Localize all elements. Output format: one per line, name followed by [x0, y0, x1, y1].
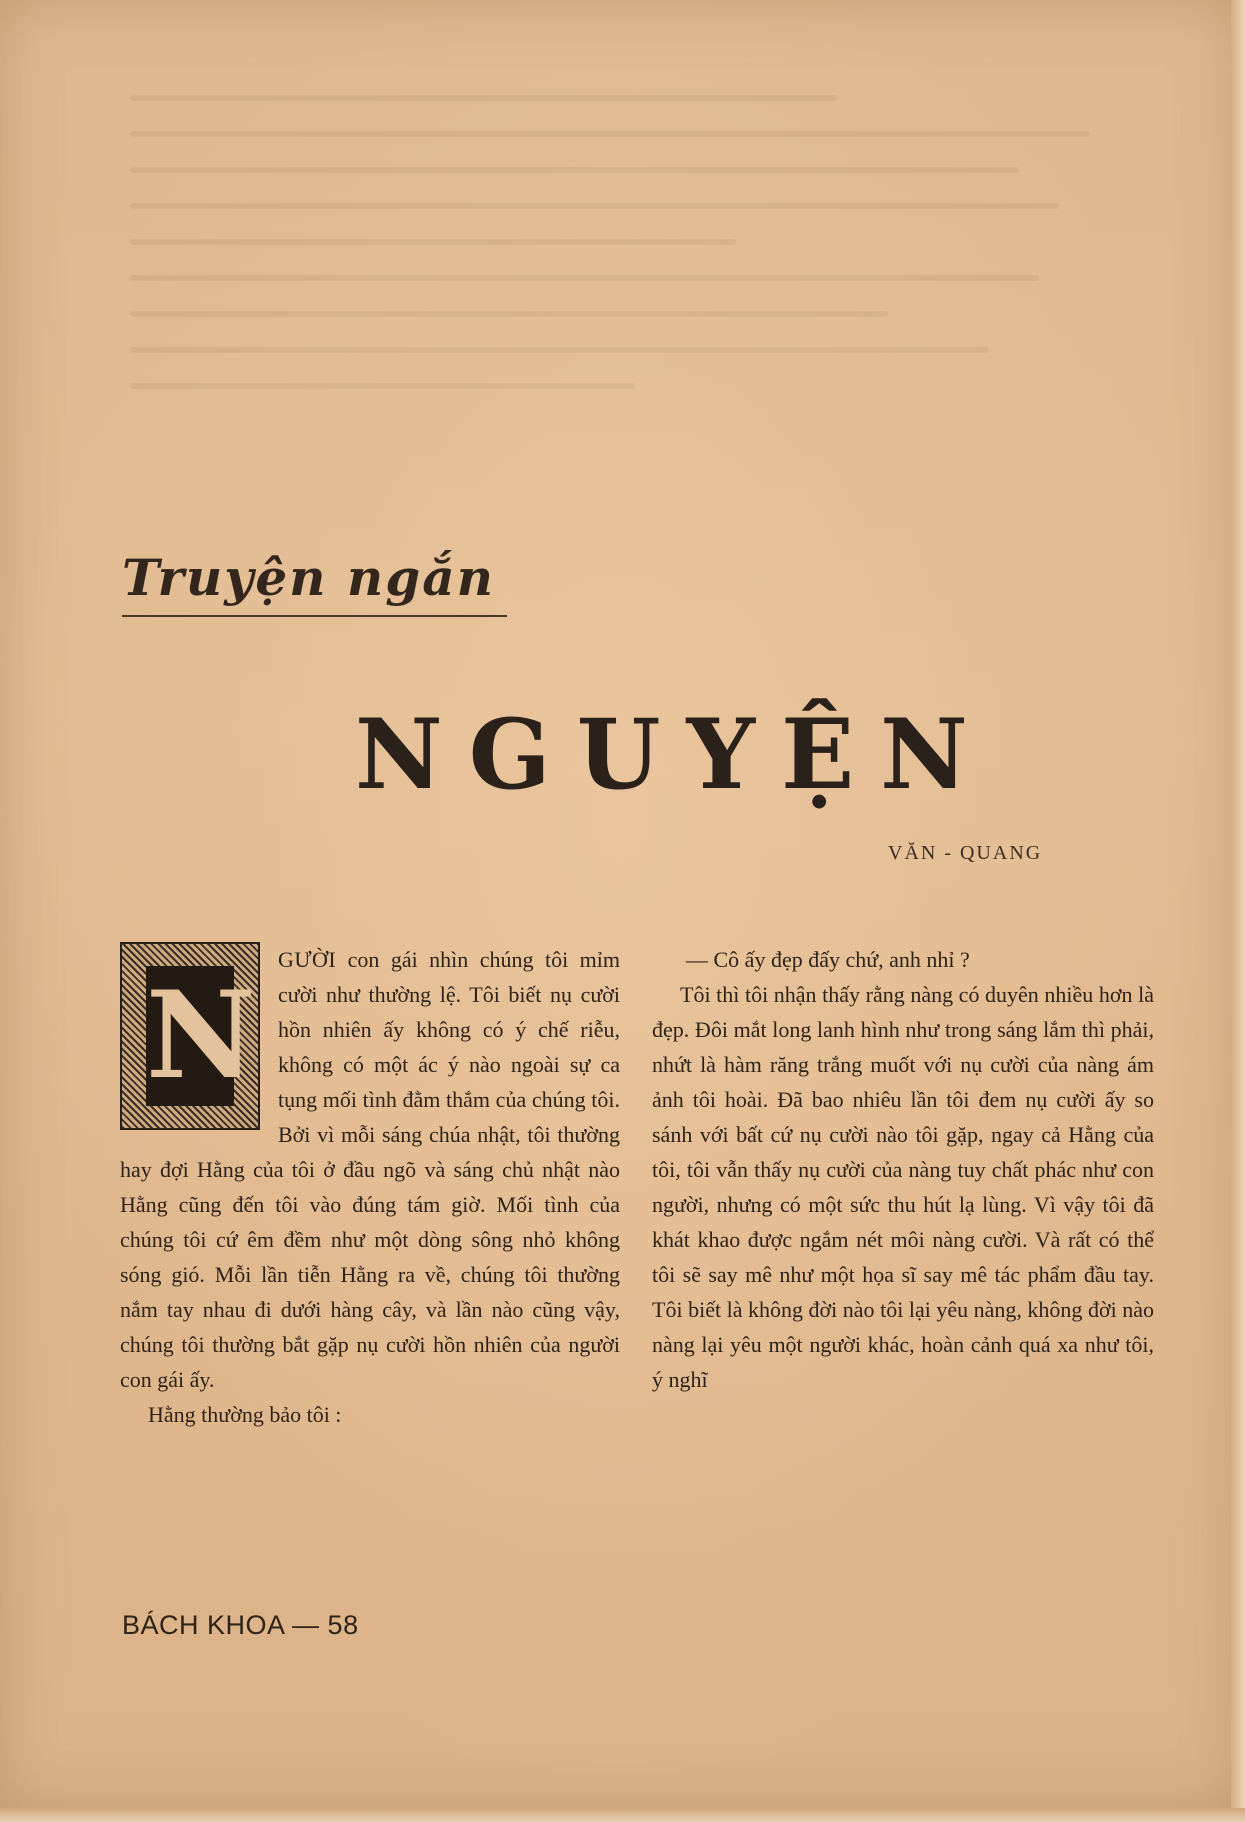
paper-edge-bottom: [0, 1808, 1245, 1822]
drop-cap: [120, 942, 260, 1130]
right-column: [652, 942, 1154, 1397]
author-name: VĂN - QUANG: [888, 842, 1043, 864]
paper-edge-right: [1231, 0, 1245, 1822]
section-underline: [122, 615, 507, 617]
paragraph-2: Hằng thường bảo tôi :: [148, 1402, 342, 1427]
dialog-line: — Cô ấy đẹp đấy chứ, anh nhỉ ?: [686, 947, 970, 972]
paragraph-1-lead: GƯỜI: [278, 947, 337, 972]
left-column: [120, 942, 620, 1432]
paragraph-3: Tôi thì tôi nhận thấy rằng nàng có duyên nhiều hơn là đẹp. Đôi mắt long lanh hình như trong sáng lắm thì phải, nhứt là hàm răng trắng muốt với nụ cười của nàng ám ảnh tôi hoài. Đã bao nhiêu lần tôi đem nụ cười ấy so sánh với bất cứ nụ cười nào tôi gặp, ngay cả Hằng của tôi, tôi vẫn thấy nụ cười của nàng tuy chất phác như con người, nhưng có một sức thu hút lạ lùng. Vì vậy tôi đã khát khao được ngắm nét môi nàng cười. Và rất có thể tôi sẽ say mê như một họa sĩ say mê tác phẩm đầu tay. Tôi biết là không đời nào tôi lại yêu nàng, không đời nào nàng lại yêu một người khác, hoàn cảnh quá xa như tôi, ý nghĩ: [652, 982, 1154, 1392]
page-footer: BÁCH KHOA — 58: [122, 1610, 359, 1640]
drop-cap-letter: N: [146, 965, 256, 1106]
section-label: Truyện ngắn: [122, 548, 495, 607]
show-through-text: [130, 95, 1140, 495]
paragraph-1-text: con gái nhìn chúng tôi mỉm cười như thường lệ. Tôi biết nụ cười hồn nhiên ấy không có ý chế riễu, không có một ác ý nào ngoài sự ca tụng mối tình đằm thắm của chúng tôi. Bởi vì mỗi sáng chúa nhật, tôi thường hay đợi Hằng của tôi ở đầu ngõ và sáng chủ nhật nào Hằng cũng đến tôi vào đúng tám giờ. Mối tình của chúng tôi cứ êm đềm như một dòng sông nhỏ không sóng gió. Mỗi lần tiễn Hằng ra về, chúng tôi thường nắm tay nhau đi dưới hàng cây, và lần nào cũng vậy, chúng tôi thường bắt gặp nụ cười hồn nhiên của người con gái ấy.: [120, 947, 620, 1392]
story-title: NGUYỆN: [355, 698, 994, 811]
